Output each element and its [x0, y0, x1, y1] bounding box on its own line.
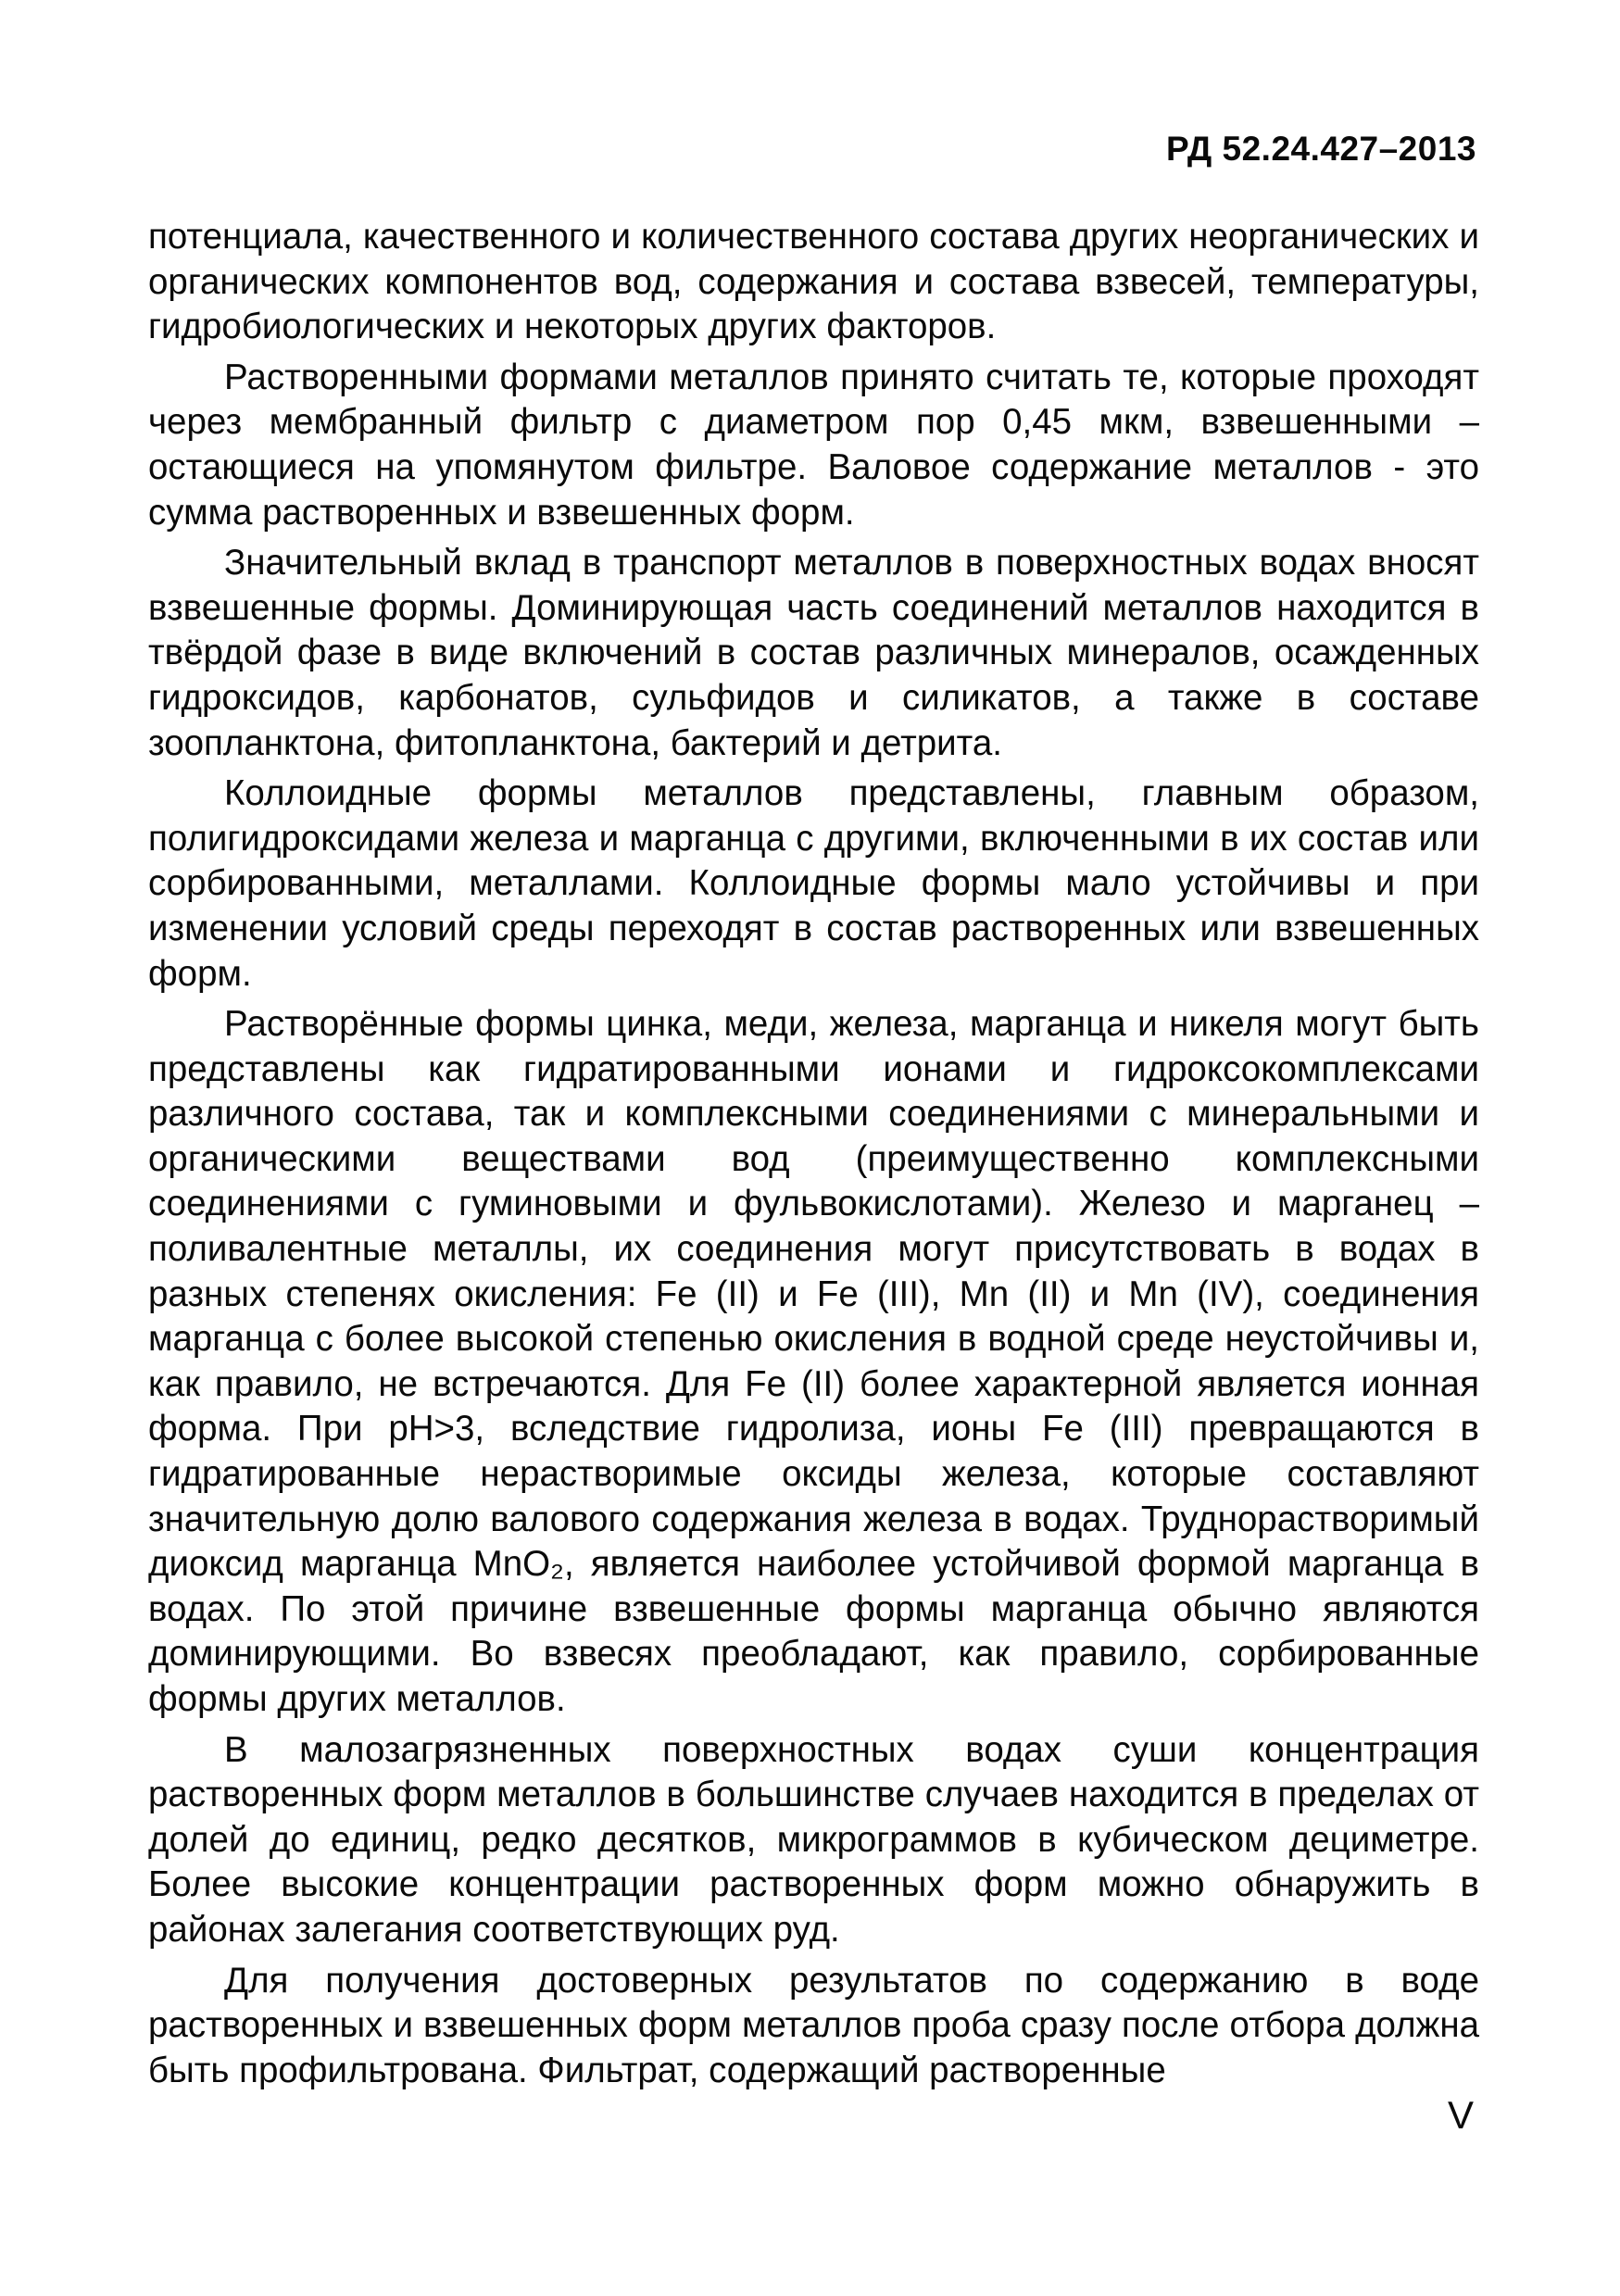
paragraph-concentrations: В малозагрязненных поверхностных водах суши концентрация растворенных форм металлов в большинстве случаев находится в пределах от долей до единиц, редко десятков, микрограммов в кубическом дециметре. Более высокие концентрации растворенных форм можно обнаружить в районах залегания соответствующих руд.: [148, 1729, 1479, 1950]
paragraph-suspended-forms: Значительный вклад в транспорт металлов в поверхностных водах вносят взвешенные формы. Доминирующая часть соединений металлов находится в твёрдой фазе в виде включений в состав различных минералов, осажденных гидроксидов, карбонатов, сульфидов и силикатов, а также в составе зоопланктона, фитопланктона, бактерий и детрита.: [148, 543, 1479, 763]
paragraph-dissolved-forms-definition: Растворенными формами металлов принято считать те, которые проходят через мембранный фильтр с диаметром пор 0,45 мкм, взвешенными – остающиеся на упомянутом фильтре. Валовое содержание металлов - это сумма растворенных и взвешенных форм.: [148, 357, 1479, 533]
document-body: [148, 215, 1479, 2099]
document-code-header: РД 52.24.427–2013: [1166, 130, 1476, 168]
page-number: V: [1447, 2093, 1474, 2137]
paragraph-filtration: Для получения достоверных результатов по содержанию в воде растворенных и взвешенных форм металлов проба сразу после отбора должна быть профильтрована. Фильтрат, содержащий растворенные: [148, 1960, 1479, 2090]
paragraph-dissolved-metal-forms: Растворённые формы цинка, меди, железа, марганца и никеля могут быть представлены как гидратированными ионами и гидроксокомплексами различного состава, так и комплексными соединениями с минеральными и органическими веществами вод (преимущественно комплексными соединениями с гуминовыми и фульвокислотами). Железо и марганец – поливалентные металлы, их соединения могут присутствовать в водах в разных степенях окисления: Fe (II) и Fe (III), Mn (II) и Mn (IV), соединения марганца с более высокой степенью окисления в водной среде неустойчивы и, как правило, не встречаются. Для Fe (II) более характерной является ионная форма. При pH>3, вследствие гидролиза, ионы Fe (III) превращаются в гидратированные нерастворимые оксиды железа, которые составляют значительную долю валового содержания железа в водах. Труднорастворимый диоксид марганца MnO₂, является наиболее устойчивой формой марганца в водах. По этой причине взвешенные формы марганца обычно являются доминирующими. Во взвесях преобладают, как правило, сорбированные формы других металлов.: [148, 1004, 1479, 1719]
paragraph-colloidal-forms: Коллоидные формы металлов представлены, главным образом, полигидроксидами железа и марганца с другими, включенными в их состав или сорбированными, металлами. Коллоидные формы мало устойчивы и при изменении условий среды переходят в состав растворенных или взвешенных форм.: [148, 773, 1479, 994]
paragraph-continuation: потенциала, качественного и количественного состава других неорганических и органических компонентов вод, содержания и состава взвесей, температуры, гидробиологических и некоторых других факторов.: [148, 217, 1479, 347]
